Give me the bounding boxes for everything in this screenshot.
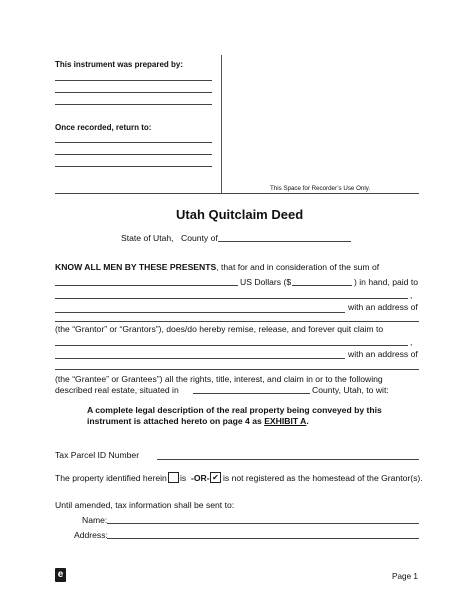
name-label: Name: [82,515,108,525]
legal-desc-prefix: instrument is attached hereto on page 4 as [87,416,262,426]
us-dollars-label: US Dollars ($ [240,277,292,287]
county-field[interactable] [218,241,351,242]
tax-address-field[interactable] [107,538,419,539]
return-to-line-3[interactable] [55,166,212,167]
comma-2: , [410,337,413,347]
recorder-bottom-line [55,193,419,194]
presents-rest: , that for and in consideration of the sum of [216,262,380,272]
county-label: County of [181,233,218,243]
return-to-label: Once recorded, return to: [55,123,152,132]
county-situated-field[interactable] [193,393,310,394]
grantor-address-field-1[interactable] [55,312,345,313]
return-to-line-2[interactable] [55,154,212,155]
homestead-is-label: is [180,473,187,483]
described-prefix: described real estate, situated in [55,385,179,395]
page-number: Page 1 [392,572,418,581]
tax-parcel-label: Tax Parcel ID Number [55,450,140,460]
county-suffix: County, Utah, to wit: [312,385,389,395]
homestead-is-checkbox[interactable] [168,472,179,483]
grantee-name-field[interactable] [55,345,408,346]
return-to-line-1[interactable] [55,142,212,143]
grantor-address-field-2[interactable] [55,321,419,322]
homestead-suffix: is not registered as the homestead of the Grantor(s). [223,473,423,483]
tax-parcel-field[interactable] [157,459,419,460]
tax-info-label: Until amended, tax information shall be sent to: [55,500,235,510]
recorder-label: This Space for Recorder’s Use Only. [270,185,371,192]
prepared-by-line-2[interactable] [55,92,212,93]
exhibit-a-link[interactable]: EXHIBIT A [264,416,307,426]
with-address-label-1: with an address of [348,302,418,312]
address-label: Address: [74,530,108,540]
recorder-divider [221,55,222,194]
tax-name-field[interactable] [107,523,419,524]
homestead-or-label: -OR- [191,473,210,483]
prepared-by-label: This instrument was prepared by: [55,60,184,69]
prepared-by-line-1[interactable] [55,80,212,81]
eforms-logo-icon: e [55,568,66,582]
presents-bold: KNOW ALL MEN BY THESE PRESENTS [55,262,217,272]
grantee-address-field-1[interactable] [55,358,345,359]
legal-desc-line-1: A complete legal description of the real property being conveyed by this [87,405,382,415]
grantee-clause: (the “Grantee” or Grantees”) all the rights, title, interest, and claim in or to the following [55,374,383,384]
state-label: State of Utah, [121,233,174,243]
legal-desc-line-2 [87,416,309,426]
grantor-clause: (the “Grantor” or “Grantors”), does/do hereby remise, release, and forever quit claim to [55,324,384,334]
amount-number-field[interactable] [292,285,352,286]
with-address-label-2: with an address of [348,349,418,359]
legal-desc-period: . [306,416,309,426]
comma-1: , [410,290,413,300]
homestead-prefix: The property identified herein [55,473,167,483]
homestead-not-checkbox[interactable]: ✔ [210,472,221,483]
presents-line [55,262,379,272]
grantor-name-field[interactable] [55,298,408,299]
grantee-address-field-2[interactable] [55,369,419,370]
page-title: Utah Quitclaim Deed [176,207,304,222]
in-hand-label: ) in hand, paid to [354,277,419,287]
prepared-by-line-3[interactable] [55,104,212,105]
amount-words-field[interactable] [55,285,238,286]
